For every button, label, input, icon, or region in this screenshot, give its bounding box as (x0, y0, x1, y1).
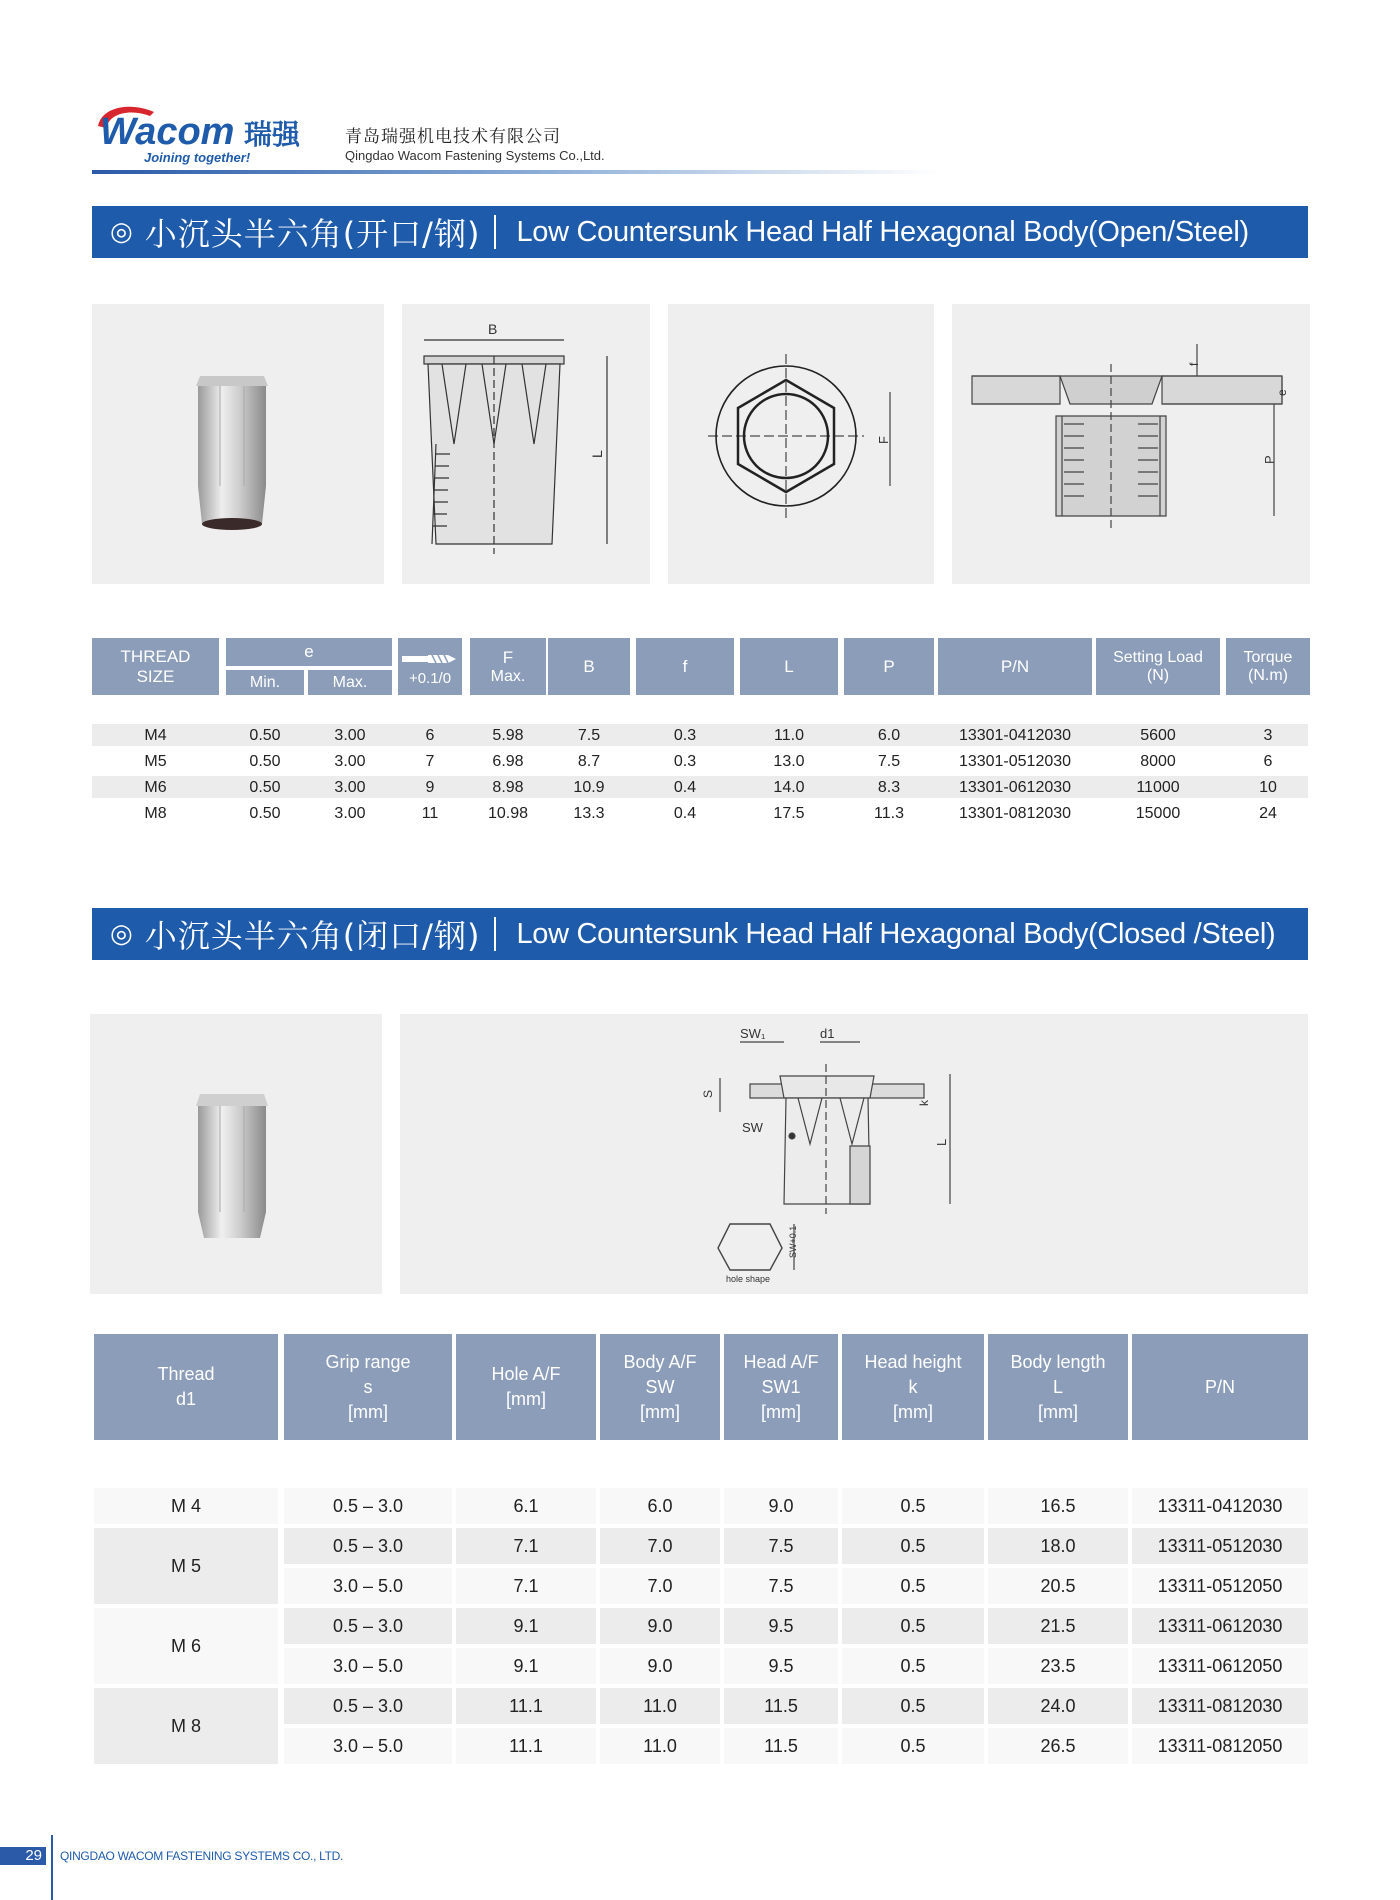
table-cell: 6.1 (456, 1488, 596, 1524)
col-header-pn: P/N (938, 638, 1092, 695)
table-cell: 6 (425, 727, 435, 744)
logo-tagline: Joining together! (144, 150, 251, 165)
table-cell: 9.0 (724, 1488, 838, 1524)
table-cell: 0.3 (673, 727, 697, 744)
table-cell: 13311-0612030 (1132, 1608, 1308, 1644)
svg-text:F: F (876, 436, 891, 444)
table-cell: 13311-0612050 (1132, 1648, 1308, 1684)
table-row (92, 724, 1308, 746)
table-cell: 9.1 (456, 1608, 596, 1644)
table-cell: 3.00 (334, 805, 366, 822)
table-cell: M4 (144, 727, 167, 744)
col-header-e-max: Max. (308, 670, 392, 695)
logo-cn: 瑞强 (244, 118, 301, 151)
table-cell: 11000 (1136, 779, 1180, 796)
table-cell: 11.1 (456, 1728, 596, 1764)
drill-bit-icon (398, 648, 462, 670)
table-cell: M8 (144, 805, 167, 822)
col-header-e: e (226, 638, 392, 666)
col-header: Hole A/F [mm] (456, 1334, 596, 1440)
table-cell: 10.9 (573, 779, 605, 796)
table-cell: 14.0 (773, 779, 805, 796)
table-cell: 24.0 (988, 1688, 1128, 1724)
company-logo (92, 100, 322, 166)
section-title-en: Low Countersunk Head Half Hexagonal Body(Closed /Steel) (516, 917, 1276, 950)
table-cell: 13.0 (773, 753, 805, 770)
table-cell: 0.4 (673, 779, 697, 796)
table-cell: 6.0 (877, 727, 901, 744)
table-cell: 0.50 (249, 753, 281, 770)
title-separator (494, 917, 496, 951)
header-thread-label: THREAD (120, 646, 191, 666)
table-cell: 0.5 – 3.0 (284, 1688, 452, 1724)
table-cell: 13311-0412030 (1132, 1488, 1308, 1524)
table-cell: 20.5 (988, 1568, 1128, 1604)
product-photo-open (92, 304, 384, 584)
table-cell: 0.5 – 3.0 (284, 1608, 452, 1644)
thread-cell: M 8 (94, 1688, 278, 1764)
svg-text:f: f (1187, 362, 1201, 366)
table-cell: 0.5 (842, 1688, 984, 1724)
table-cell: 7.1 (456, 1528, 596, 1564)
table-row (92, 776, 1308, 798)
table-cell: 7.0 (600, 1568, 720, 1604)
svg-text:SW+0.1: SW+0.1 (788, 1225, 798, 1258)
table-cell: 9.5 (724, 1608, 838, 1644)
col-header: Head A/F SW1 [mm] (724, 1334, 838, 1440)
table-cell: 23.5 (988, 1648, 1128, 1684)
col-header-setting-load: Setting Load (N) (1096, 638, 1220, 695)
col-header-torque: Torque (N.m) (1226, 638, 1310, 695)
table-cell: 16.5 (988, 1488, 1128, 1524)
table-cell: 24 (1259, 805, 1277, 822)
col-header-b: B (548, 638, 630, 695)
table-row (92, 750, 1308, 772)
svg-text:P: P (1262, 455, 1277, 464)
footer-rule (51, 1835, 53, 1900)
table-cell: 11.1 (456, 1688, 596, 1724)
col-header-f: F Max. (470, 638, 546, 695)
table-cell: 3.00 (334, 727, 366, 744)
table-cell: 17.5 (773, 805, 805, 822)
col-header: P/N (1132, 1334, 1308, 1440)
col-header-thread (92, 638, 219, 695)
table-cell: 8.7 (577, 753, 601, 770)
company-name (345, 122, 605, 163)
col-header-drill: +0.1/0 (398, 638, 462, 695)
section-banner-open (92, 206, 1308, 258)
col-header-p: P (844, 638, 934, 695)
col-header-f-small: f (636, 638, 734, 695)
table-cell: 13301-0612030 (958, 779, 1072, 796)
table-cell: 9.5 (724, 1648, 838, 1684)
col-header: Thread d1 (94, 1334, 278, 1440)
table-cell: 15000 (1135, 805, 1181, 822)
col-header-e-min: Min. (226, 670, 304, 695)
col-header: Grip range s [mm] (284, 1334, 452, 1440)
table-cell: 3.00 (334, 753, 366, 770)
table-cell: 13301-0812030 (958, 805, 1072, 822)
top-view-drawing (668, 304, 934, 584)
table-cell: 8.3 (877, 779, 901, 796)
table-cell: M5 (144, 753, 167, 770)
table-cell: 0.5 (842, 1568, 984, 1604)
thread-cell: M 4 (94, 1488, 278, 1524)
table-cell: 0.50 (249, 727, 281, 744)
table-cell: 8.98 (492, 779, 524, 796)
table-cell: 7.0 (600, 1528, 720, 1564)
section-banner-closed (92, 908, 1308, 960)
table-cell: 9.0 (600, 1608, 720, 1644)
table-cell: 0.5 (842, 1528, 984, 1564)
side-section-drawing (402, 304, 650, 584)
svg-text:L: L (589, 450, 605, 458)
table-cell: 11.0 (600, 1688, 720, 1724)
table-cell: 10 (1259, 779, 1277, 796)
table-row (92, 802, 1308, 824)
section-title-cn: 小沉头半六角(开口/钢) (144, 215, 481, 253)
table-cell: 0.5 – 3.0 (284, 1528, 452, 1564)
table-cell: 13301-0412030 (958, 727, 1072, 744)
table-cell: 7.1 (456, 1568, 596, 1604)
table-cell: 0.4 (673, 805, 697, 822)
table-cell: 3.0 – 5.0 (284, 1648, 452, 1684)
table-cell: 13.3 (573, 805, 605, 822)
table-cell: 0.5 (842, 1608, 984, 1644)
table-cell: 13311-0512030 (1132, 1528, 1308, 1564)
table-cell: 10.98 (487, 805, 529, 822)
thread-cell: M 6 (94, 1608, 278, 1684)
svg-text:L: L (934, 1138, 949, 1146)
svg-text:e: e (1275, 389, 1289, 396)
table-cell: 26.5 (988, 1728, 1128, 1764)
header-divider (92, 170, 940, 174)
table-cell: 0.5 (842, 1728, 984, 1764)
table-cell: 3 (1263, 727, 1273, 744)
col-header: Head height k [mm] (842, 1334, 984, 1440)
table-cell: 13301-0512030 (958, 753, 1072, 770)
table-cell: 5.98 (492, 727, 524, 744)
svg-text:k: k (917, 1100, 931, 1106)
table-cell: 0.5 – 3.0 (284, 1488, 452, 1524)
table-cell: 6.0 (600, 1488, 720, 1524)
table-cell: 3.00 (334, 779, 366, 796)
col-header-l: L (740, 638, 838, 695)
svg-text:hole shape: hole shape (726, 1274, 771, 1284)
table-cell: 11.0 (774, 727, 804, 744)
table-cell: 9.0 (600, 1648, 720, 1684)
header-size-label: SIZE (136, 666, 175, 686)
svg-text:B: B (488, 321, 498, 337)
table-cell: 18.0 (988, 1528, 1128, 1564)
svg-text:d1: d1 (820, 1026, 835, 1041)
table-cell: 7.5 (724, 1568, 838, 1604)
page-number: 29 (0, 1847, 46, 1865)
table-cell: 6 (1263, 753, 1273, 770)
table-cell: 7.5 (577, 727, 601, 744)
table-cell: 11.5 (724, 1728, 838, 1764)
table-cell: 6.98 (492, 753, 524, 770)
footer-company: QINGDAO WACOM FASTENING SYSTEMS CO., LTD. (60, 1849, 344, 1863)
table-cell: 13311-0812030 (1132, 1688, 1308, 1724)
table-cell: 0.50 (249, 779, 281, 796)
table-cell: M6 (144, 779, 167, 796)
svg-text:S: S (701, 1089, 715, 1098)
thread-cell: M 5 (94, 1528, 278, 1604)
col-header: Body length L [mm] (988, 1334, 1128, 1440)
table-cell: 5600 (1140, 727, 1176, 744)
table-cell: 13311-0812050 (1132, 1728, 1308, 1764)
table-cell: 3.0 – 5.0 (284, 1568, 452, 1604)
company-name-en: Qingdao Wacom Fastening Systems Co.,Ltd. (345, 148, 605, 163)
bullet-icon: ◎ (110, 919, 133, 949)
table-cell: 11.0 (600, 1728, 720, 1764)
table-cell: 0.5 (842, 1488, 984, 1524)
table-cell: 9 (425, 779, 435, 796)
table-cell: 21.5 (988, 1608, 1128, 1644)
closed-nut-drawing (400, 1014, 1308, 1294)
bullet-icon: ◎ (110, 217, 133, 247)
table-cell: 7.5 (877, 753, 901, 770)
table-cell: 9.1 (456, 1648, 596, 1684)
section-title-en: Low Countersunk Head Half Hexagonal Body(Open/Steel) (516, 215, 1249, 248)
table-cell: 7 (425, 753, 435, 770)
table-cell: 8000 (1140, 753, 1176, 770)
company-name-cn: 青岛瑞强机电技术有限公司 (345, 127, 561, 147)
table-cell: 13311-0512050 (1132, 1568, 1308, 1604)
table-cell: 0.50 (249, 805, 281, 822)
title-separator (494, 215, 496, 249)
table-cell: 11 (421, 805, 439, 822)
table-cell: 7.5 (724, 1528, 838, 1564)
col-header: Body A/F SW [mm] (600, 1334, 720, 1440)
table-cell: 3.0 – 5.0 (284, 1728, 452, 1764)
table-cell: 0.5 (842, 1648, 984, 1684)
section-title-cn: 小沉头半六角(闭口/钢) (144, 917, 481, 955)
svg-text:SW₁: SW₁ (740, 1026, 766, 1041)
table-cell: 11.5 (724, 1688, 838, 1724)
svg-text:SW: SW (742, 1120, 763, 1135)
table-cell: 0.3 (673, 753, 697, 770)
installed-section-drawing (952, 304, 1310, 584)
table-cell: 11.3 (874, 805, 904, 822)
logo-wordmark: Wacom (100, 111, 235, 153)
product-photo-closed (90, 1014, 382, 1294)
